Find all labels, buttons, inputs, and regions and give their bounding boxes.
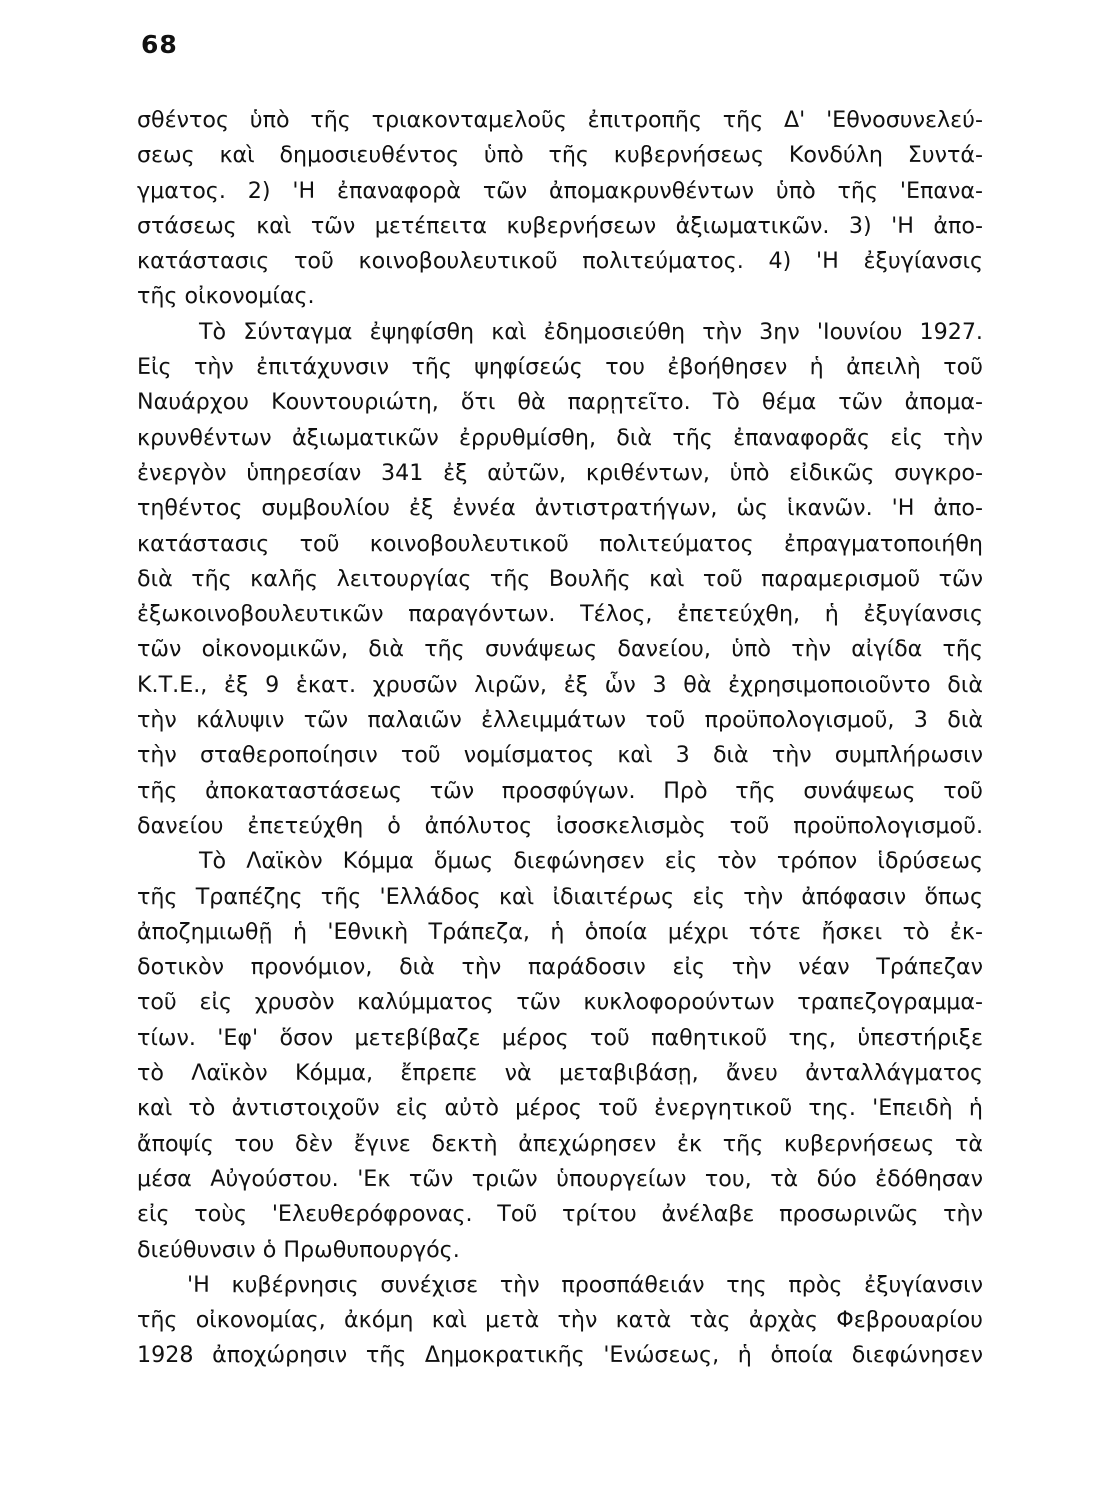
text-line: ἄποψίς του δὲν ἔγινε δεκτὴ ἀπεχώρησεν ἐκ τῆς κυβερνήσεως τὰ — [137, 1130, 983, 1157]
text-line: τῶν οἰκονομικῶν, διὰ τῆς συνάψεως δανείου, ὑπὸ τὴν αἰγίδα τῆς — [137, 636, 983, 663]
text-line: σεως καὶ δημοσιευθέντος ὑπὸ τῆς κυβερνήσεως Κονδύλη Συντά- — [137, 142, 983, 169]
text-line: τῆς Τραπέζης τῆς 'Ελλάδος καὶ ἰδιαιτέρως εἰς τὴν ἀπόφασιν ὅπως — [137, 883, 983, 910]
text-line: σθέντος ὑπὸ τῆς τριακονταμελοῦς ἐπιτροπῆς τῆς Δ' 'Εθνοσυνελεύ- — [137, 107, 983, 133]
text-line: εἰς τοὺς 'Ελευθερόφρονας. Τοῦ τρίτου ἀνέλαβε προσωρινῶς τὴν — [137, 1201, 983, 1228]
text-line: κατάστασις τοῦ κοινοβουλευτικοῦ πολιτεύματος. 4) 'Η ἐξυγίανσις — [137, 248, 983, 275]
text-line: κρυνθέντων ἀξιωματικῶν ἐρρυθμίσθη, διὰ τῆς ἐπαναφορᾶς εἰς τὴν — [137, 424, 983, 451]
text-line: τίων. 'Εφ' ὅσον μετεβίβαζε μέρος τοῦ παθητικοῦ της, ὑπεστήριξε — [137, 1024, 983, 1051]
text-line: τὴν σταθεροποίησιν τοῦ νομίσματος καὶ 3 διὰ τὴν συμπλήρωσιν — [137, 742, 983, 769]
text-line: τοῦ εἰς χρυσὸν καλύμματος τῶν κυκλοφορούντων τραπεζογραμμα- — [137, 989, 983, 1016]
paragraph-start-line: 'Η κυβέρνησις συνέχισε τὴν προσπάθειάν της πρὸς ἐξυγίανσιν — [187, 1271, 983, 1298]
text-line: Ναυάρχου Κουντουριώτη, ὅτι θὰ παρῃτεῖτο. Τὸ θέμα τῶν ἀπομα- — [137, 389, 983, 416]
page-body-text — [137, 103, 983, 1374]
text-line: τῆς οἰκονομίας, ἀκόμη καὶ μετὰ τὴν κατὰ τὰς ἀρχὰς Φεβρουαρίου — [137, 1307, 983, 1334]
text-line: καὶ τὸ ἀντιστοιχοῦν εἰς αὐτὸ μέρος τοῦ ἐνεργητικοῦ της. 'Επειδὴ ἡ — [137, 1095, 983, 1122]
text-line: μέσα Αὐγούστου. 'Εκ τῶν τριῶν ὑπουργείων του, τὰ δύο ἐδόθησαν — [137, 1165, 983, 1192]
paragraph-start-line: Τὸ Λαϊκὸν Κόμμα ὅμως διεφώνησεν εἰς τὸν τρόπον ἱδρύσεως — [199, 848, 983, 875]
text-line: γματος. 2) 'Η ἐπαναφορὰ τῶν ἀπομακρυνθέντων ὑπὸ τῆς 'Επανα- — [137, 177, 983, 204]
text-line: τηθέντος συμβουλίου ἐξ ἐννέα ἀντιστρατήγων, ὡς ἱκανῶν. 'Η ἀπο- — [137, 495, 983, 522]
paragraph-start-line: Τὸ Σύνταγμα ἐψηφίσθη καὶ ἐδημοσιεύθη τὴν 3ην 'Ιουνίου 1927. — [199, 318, 983, 345]
paragraph-end-line: διεύθυνσιν ὁ Πρωθυπουργός. — [137, 1236, 460, 1263]
text-line: διὰ τῆς καλῆς λειτουργίας τῆς Βουλῆς καὶ τοῦ παραμερισμοῦ τῶν — [137, 565, 983, 592]
paragraph-end-line: τῆς οἰκονομίας. — [137, 283, 315, 310]
text-line: ἀποζημιωθῇ ἡ 'Εθνικὴ Τράπεζα, ἡ ὁποία μέχρι τότε ἤσκει τὸ ἐκ- — [137, 918, 983, 945]
text-line: Κ.Τ.Ε., ἐξ 9 ἑκατ. χρυσῶν λιρῶν, ἐξ ὧν 3 θὰ ἐχρησιμοποιοῦντο διὰ — [137, 671, 983, 698]
text-line: 1928 ἀποχώρησιν τῆς Δημοκρατικῆς 'Ενώσεως, ἡ ὁποία διεφώνησεν — [137, 1342, 983, 1369]
page-number: 68 — [141, 30, 178, 59]
text-line: κατάστασις τοῦ κοινοβουλευτικοῦ πολιτεύματος ἐπραγματοποιήθη — [137, 530, 983, 557]
text-line: ἐνεργὸν ὑπηρεσίαν 341 ἐξ αὐτῶν, κριθέντων, ὑπὸ εἰδικῶς συγκρο- — [137, 459, 983, 486]
text-line: Εἰς τὴν ἐπιτάχυνσιν τῆς ψηφίσεώς του ἐβοήθησεν ἡ ἀπειλὴ τοῦ — [137, 354, 983, 381]
text-line: ἐξωκοινοβουλευτικῶν παραγόντων. Τέλος, ἐπετεύχθη, ἡ ἐξυγίανσις — [137, 601, 983, 628]
text-line: τὸ Λαϊκὸν Κόμμα, ἔπρεπε νὰ μεταβιβάσῃ, ἄνευ ἀνταλλάγματος — [137, 1060, 983, 1087]
text-line: τῆς ἀποκαταστάσεως τῶν προσφύγων. Πρὸ τῆς συνάψεως τοῦ — [137, 777, 983, 804]
text-line: δοτικὸν προνόμιον, διὰ τὴν παράδοσιν εἰς τὴν νέαν Τράπεζαν — [137, 954, 983, 981]
paragraph-end-line: δανείου ἐπετεύχθη ὁ ἀπόλυτος ἰσοσκελισμὸς τοῦ προϋπολογισμοῦ. — [137, 812, 983, 839]
text-line: τὴν κάλυψιν τῶν παλαιῶν ἐλλειμμάτων τοῦ προϋπολογισμοῦ, 3 διὰ — [137, 707, 983, 734]
text-line: στάσεως καὶ τῶν μετέπειτα κυβερνήσεων ἀξιωματικῶν. 3) 'Η ἀπο- — [137, 212, 983, 239]
